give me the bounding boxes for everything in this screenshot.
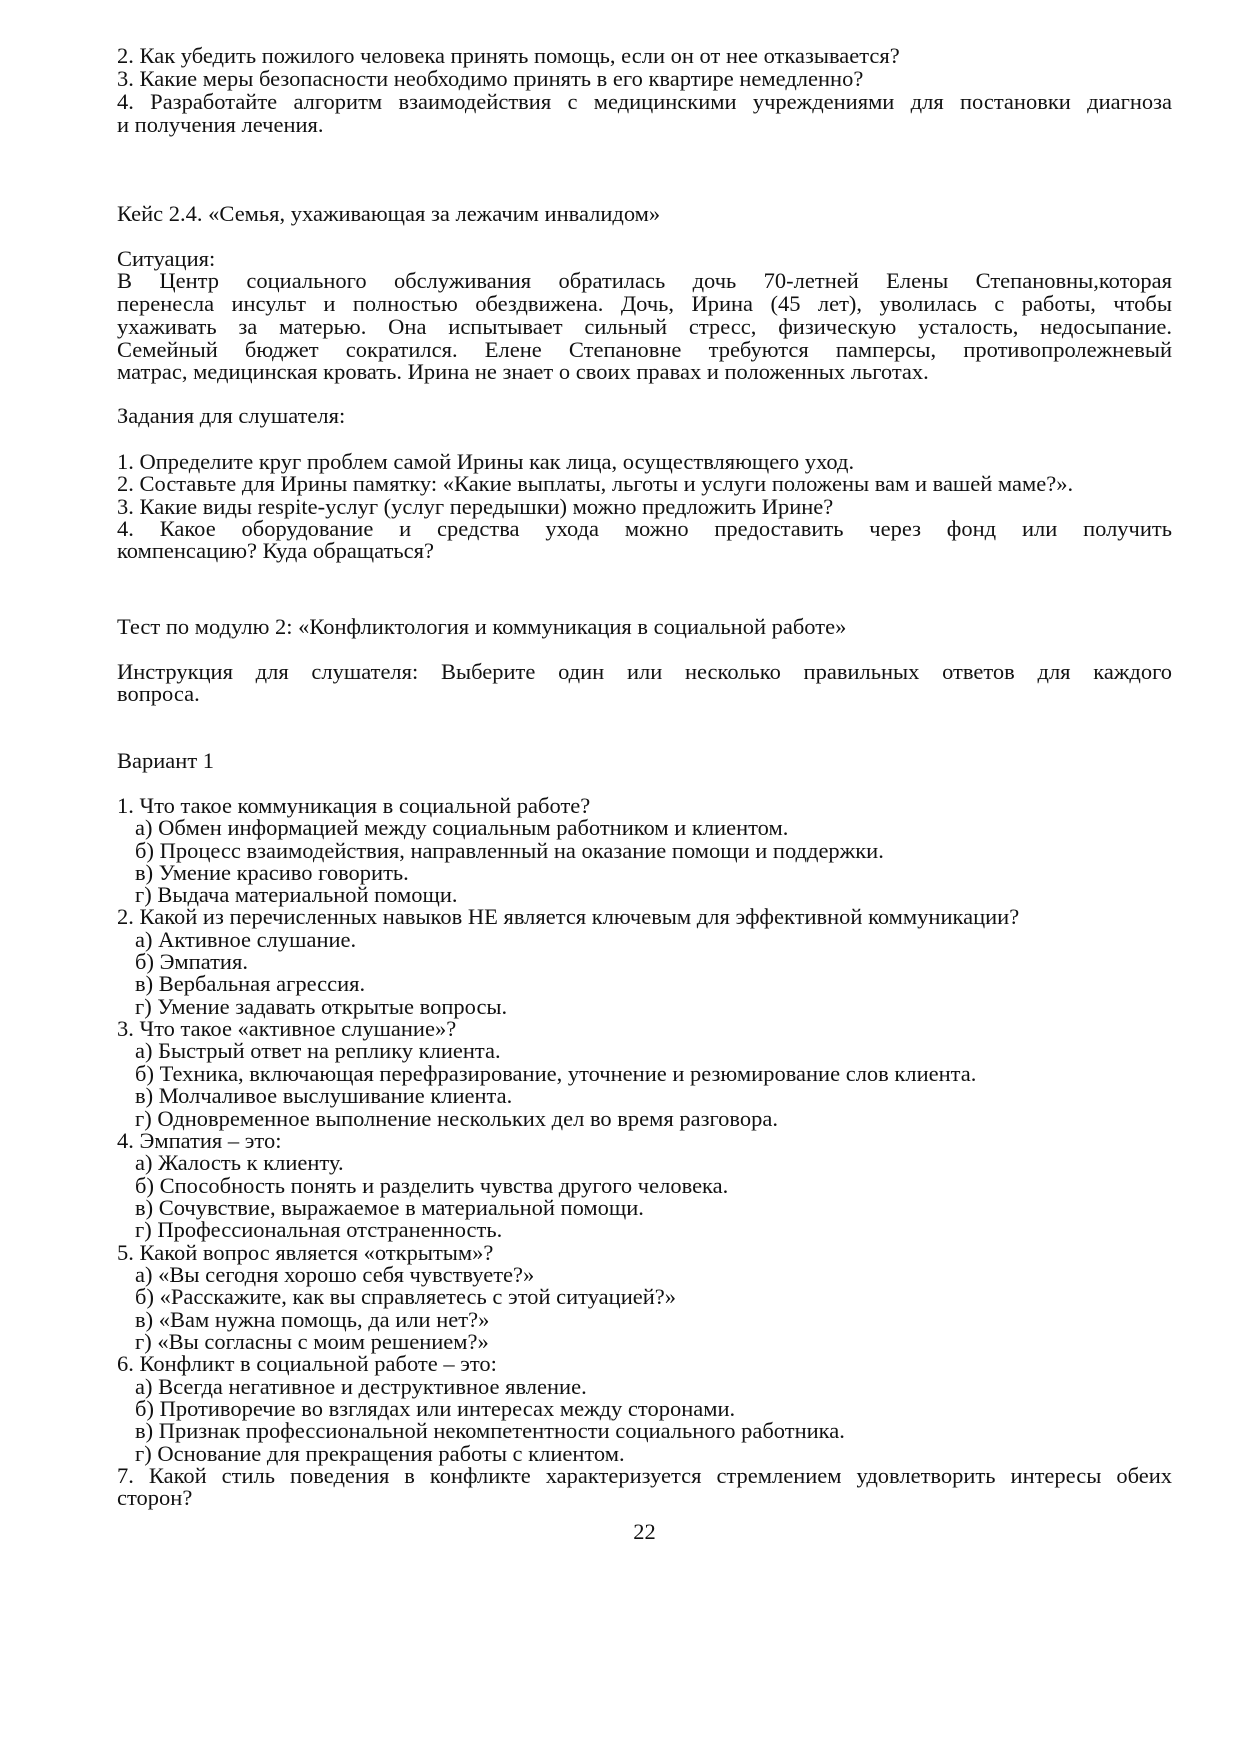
question-1-option-b: б) Процесс взаимодействия, направленный на оказание помощи и поддержки. (135, 838, 884, 863)
test-instruction: Инструкция для слушателя: Выберите один или несколько правильных ответов для каждого (117, 659, 1172, 684)
question-7-cont: сторон? (117, 1485, 193, 1510)
question-1-option-c: в) Умение красиво говорить. (135, 860, 409, 885)
question-6-option-c: в) Признак профессиональной некомпетентности социального работника. (135, 1418, 845, 1443)
question-1: 1. Что такое коммуникация в социальной работе? (117, 793, 591, 818)
page-number: 22 (633, 1519, 656, 1544)
prev-task-2: 2. Как убедить пожилого человека принять помощь, если он от нее отказывается? (117, 43, 900, 68)
question-2-option-d: г) Умение задавать открытые вопросы. (135, 994, 508, 1019)
test-instruction-cont: вопроса. (117, 681, 200, 706)
question-4-option-d: г) Профессиональная отстраненность. (135, 1217, 503, 1242)
tasks-label: Задания для слушателя: (117, 403, 346, 428)
question-7: 7. Какой стиль поведения в конфликте характеризуется стремлением удовлетворить интересы обеих (117, 1463, 1172, 1488)
question-4-option-a: а) Жалость к клиенту. (135, 1150, 344, 1175)
question-3: 3. Что такое «активное слушание»? (117, 1016, 457, 1041)
question-5-option-c: в) «Вам нужна помощь, да или нет?» (135, 1307, 490, 1332)
situation-line-3: ухаживать за матерью. Она испытывает сильный стресс, физическую усталость, недосыпание. (117, 314, 1172, 339)
question-4: 4. Эмпатия – это: (117, 1128, 282, 1153)
situation-label: Ситуация: (117, 246, 216, 271)
question-2-option-b: б) Эмпатия. (135, 949, 248, 974)
question-1-option-d: г) Выдача материальной помощи. (135, 882, 458, 907)
question-6-option-d: г) Основание для прекращения работы с клиентом. (135, 1441, 625, 1466)
case-task-1: 1. Определите круг проблем самой Ирины как лица, осуществляющего уход. (117, 449, 855, 474)
case-task-3: 3. Какие виды respite-услуг (услуг передышки) можно предложить Ирине? (117, 494, 834, 519)
question-1-option-a: а) Обмен информацией между социальным работником и клиентом. (135, 815, 789, 840)
question-5-option-b: б) «Расскажите, как вы справляетесь с этой ситуацией?» (135, 1284, 676, 1309)
prev-task-4-cont: и получения лечения. (117, 112, 324, 137)
question-6-option-b: б) Противоречие во взглядах или интересах между сторонами. (135, 1396, 736, 1421)
question-5-option-d: г) «Вы согласны с моим решением?» (135, 1329, 489, 1354)
test-title: Тест по модулю 2: «Конфликтология и коммуникация в социальной работе» (117, 614, 847, 639)
situation-line-1: В Центр социального обслуживания обратилась дочь 70-летней Елены Степановны,которая (117, 268, 1172, 293)
question-6: 6. Конфликт в социальной работе – это: (117, 1351, 497, 1376)
question-2: 2. Какой из перечисленных навыков НЕ является ключевым для эффективной коммуникации? (117, 904, 1020, 929)
prev-task-4: 4. Разработайте алгоритм взаимодействия с медицинскими учреждениями для постановки диагноза (117, 89, 1172, 114)
situation-line-4: Семейный бюджет сократился. Елене Степановне требуются памперсы, противопролежневый (117, 337, 1172, 362)
question-3-option-a: а) Быстрый ответ на реплику клиента. (135, 1038, 501, 1063)
question-6-option-a: а) Всегда негативное и деструктивное явление. (135, 1374, 587, 1399)
question-4-option-c: в) Сочувствие, выражаемое в материальной помощи. (135, 1195, 644, 1220)
question-3-option-c: в) Молчаливое выслушивание клиента. (135, 1083, 513, 1108)
case-task-2: 2. Составьте для Ирины памятку: «Какие выплаты, льготы и услуги положены вам и вашей маме?». (117, 471, 1074, 496)
case-task-4: 4. Какое оборудование и средства ухода можно предоставить через фонд или получить (117, 516, 1172, 541)
prev-task-3: 3. Какие меры безопасности необходимо принять в его квартире немедленно? (117, 66, 864, 91)
question-3-option-d: г) Одновременное выполнение нескольких дел во время разговора. (135, 1106, 779, 1131)
question-4-option-b: б) Способность понять и разделить чувства другого человека. (135, 1173, 729, 1198)
question-3-option-b: б) Техника, включающая перефразирование, уточнение и резюмирование слов клиента. (135, 1061, 977, 1086)
question-5-option-a: а) «Вы сегодня хорошо себя чувствуете?» (135, 1262, 535, 1287)
question-5: 5. Какой вопрос является «открытым»? (117, 1240, 494, 1265)
case-task-4-cont: компенсацию? Куда обращаться? (117, 538, 434, 563)
case-title: Кейс 2.4. «Семья, ухаживающая за лежачим инвалидом» (117, 201, 661, 226)
situation-line-2: перенесла инсульт и полностью обездвижена. Дочь, Ирина (45 лет), уволилась с работы, чтобы (117, 291, 1172, 316)
situation-line-5: матрас, медицинская кровать. Ирина не знает о своих правах и положенных льготах. (117, 359, 929, 384)
question-2-option-a: а) Активное слушание. (135, 927, 357, 952)
question-2-option-c: в) Вербальная агрессия. (135, 971, 366, 996)
variant-label: Вариант 1 (117, 748, 215, 773)
